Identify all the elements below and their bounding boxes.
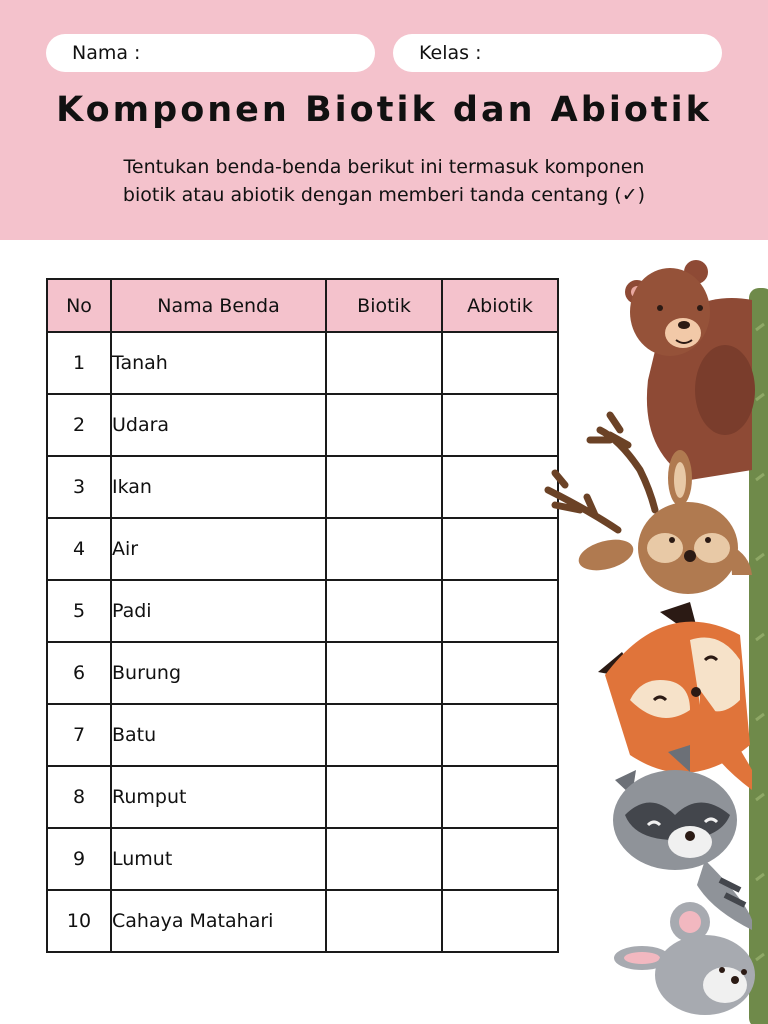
row-number: 8 (47, 766, 111, 828)
header-no: No (47, 279, 111, 332)
item-name: Udara (111, 394, 326, 456)
bear-icon (625, 260, 755, 480)
fox-icon (598, 602, 752, 790)
table-row (47, 642, 558, 704)
table-row (47, 394, 558, 456)
instructions (84, 153, 684, 209)
table-row (47, 890, 558, 952)
header-abiotic: Abiotik (442, 279, 558, 332)
item-name: Batu (111, 704, 326, 766)
table-row (47, 766, 558, 828)
item-name: Ikan (111, 456, 326, 518)
biotic-checkbox-cell[interactable] (326, 704, 442, 766)
page-title: Komponen Biotik dan Abiotik (56, 90, 712, 130)
animals-illustration (540, 255, 768, 1024)
worksheet-table (46, 278, 559, 953)
item-name: Lumut (111, 828, 326, 890)
item-name: Burung (111, 642, 326, 704)
table-row (47, 704, 558, 766)
table-row (47, 332, 558, 394)
item-name: Air (111, 518, 326, 580)
biotic-checkbox-cell[interactable] (326, 518, 442, 580)
row-number: 1 (47, 332, 111, 394)
row-number: 4 (47, 518, 111, 580)
name-field[interactable] (46, 34, 375, 72)
instruction-line-2: biotik atau abiotik dengan memberi tanda centang (✓) (122, 184, 646, 206)
item-name: Rumput (111, 766, 326, 828)
table-row (47, 518, 558, 580)
row-number: 10 (47, 890, 111, 952)
biotic-checkbox-cell[interactable] (326, 766, 442, 828)
header-item-name: Nama Benda (111, 279, 326, 332)
biotic-checkbox-cell[interactable] (326, 580, 442, 642)
item-name: Tanah (111, 332, 326, 394)
raccoon-icon (613, 745, 752, 930)
row-number: 9 (47, 828, 111, 890)
class-label: Kelas : (419, 42, 482, 64)
biotic-checkbox-cell[interactable] (326, 456, 442, 518)
table-row (47, 828, 558, 890)
table-header-row (47, 279, 558, 332)
biotic-checkbox-cell[interactable] (326, 828, 442, 890)
instruction-line-1: Tentukan benda-benda berikut ini termasuk komponen (123, 156, 645, 178)
row-number: 5 (47, 580, 111, 642)
biotic-checkbox-cell[interactable] (326, 394, 442, 456)
row-number: 3 (47, 456, 111, 518)
item-name: Cahaya Matahari (111, 890, 326, 952)
table-row (47, 456, 558, 518)
biotic-checkbox-cell[interactable] (326, 642, 442, 704)
header-banner (0, 0, 768, 240)
class-field[interactable] (393, 34, 722, 72)
biotic-checkbox-cell[interactable] (326, 332, 442, 394)
header-biotic: Biotik (326, 279, 442, 332)
row-number: 6 (47, 642, 111, 704)
row-number: 2 (47, 394, 111, 456)
item-name: Padi (111, 580, 326, 642)
table-row (47, 580, 558, 642)
row-number: 7 (47, 704, 111, 766)
biotic-checkbox-cell[interactable] (326, 890, 442, 952)
name-label: Nama : (72, 42, 141, 64)
